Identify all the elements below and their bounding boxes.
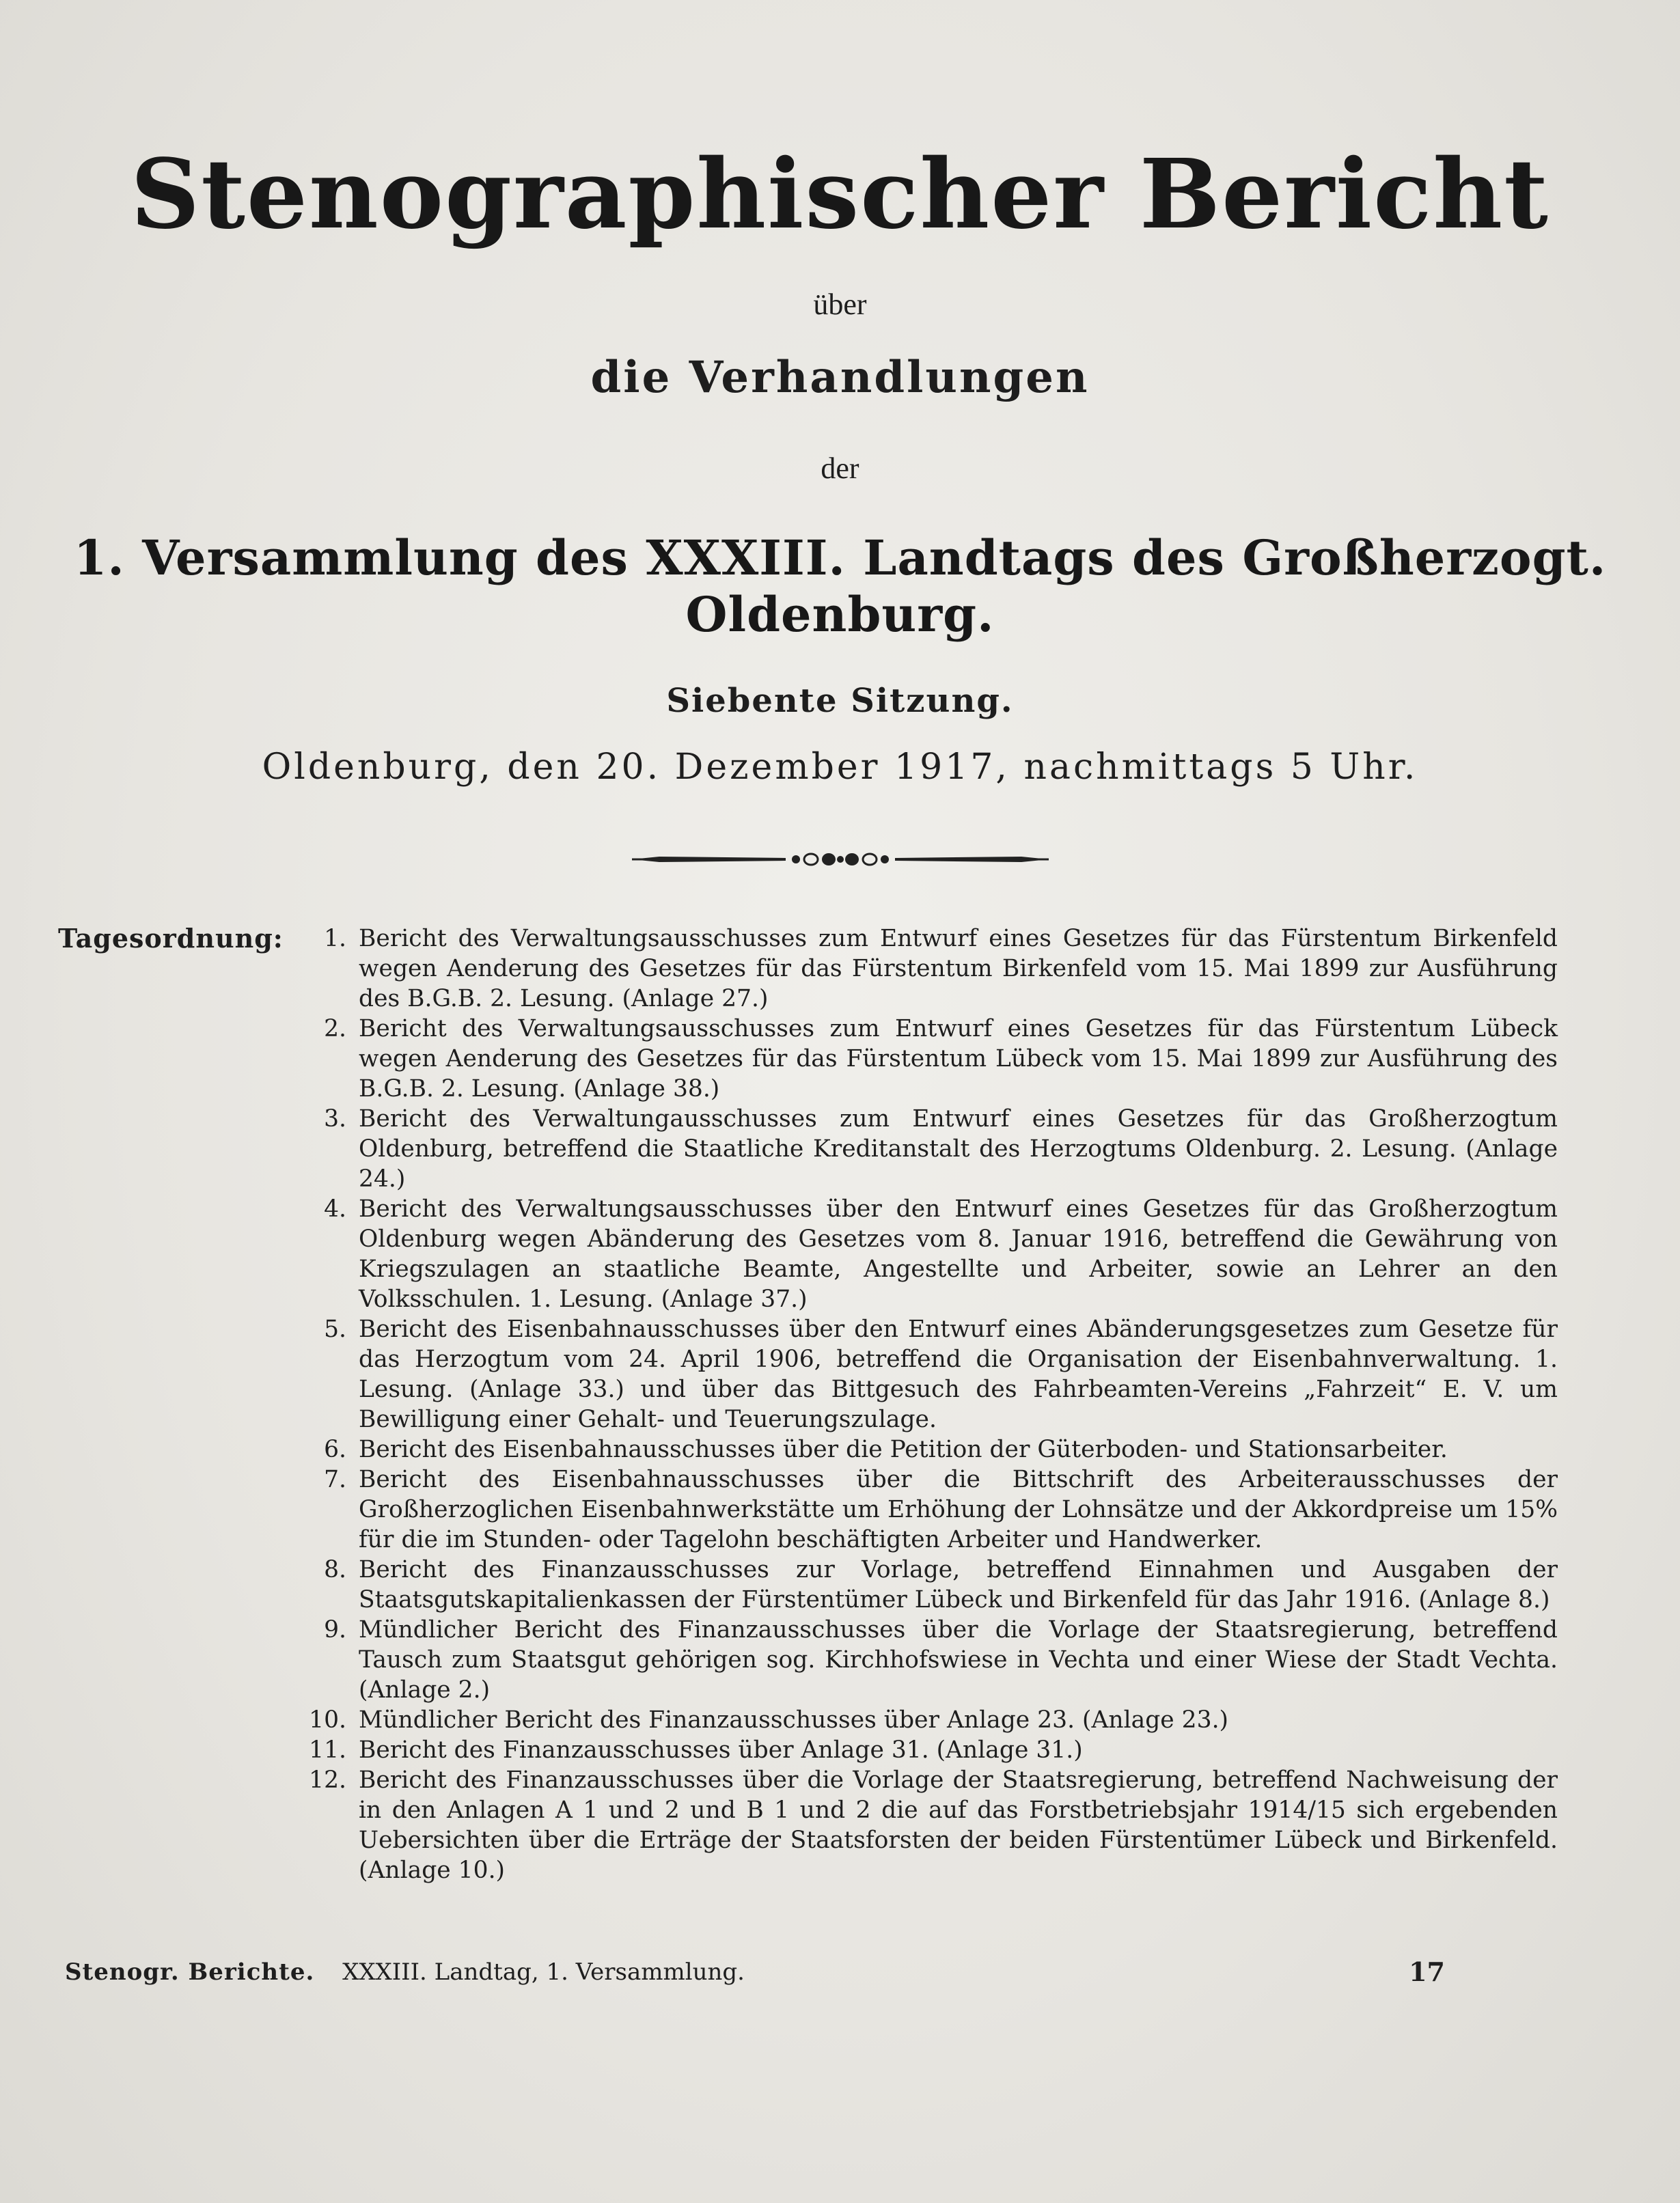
connector-ueber: über [813,288,867,321]
agenda-item-number: 12. [309,1766,346,1794]
agenda-item [304,1104,1558,1194]
agenda-item-text: Mündlicher Bericht des Finanzausschusses über Anlage 23. (Anlage 23.) [359,1706,1228,1734]
agenda-item-number: 7. [324,1466,346,1493]
session-heading: Siebente Sitzung. [666,682,1014,720]
agenda-item-text: Bericht des Eisenbahnausschusses über den Entwurf eines Abänderungsgesetzes zum Gesetze für das Herzogtum vom 24. April 1906, betreffend die Organisation der Eisenbahnverwaltung. 1. Lesung. (Anlage 33.) und über das Bittgesuch des Fahrbeamten-Vereins „Fahrzeit“ E. V. um Bewilligung einer Gehalt- und Teuerungszulage. [359,1316,1558,1433]
page-footer [65,1955,1445,1989]
agenda-item [304,1314,1558,1435]
agenda-item-number: 6. [324,1436,346,1463]
agenda-section [58,924,1558,1885]
agenda-item-text: Bericht des Eisenbahnausschusses über die Bittschrift des Arbeiterausschusses der Großherzoglichen Eisenbahnwerkstätte um Erhöhung der Lohnsätze und der Akkordpreise um 15% für die im Stunden- oder Tagelohn beschäftigten Arbeiter und Handwerker. [359,1466,1558,1553]
agenda-label: Tagesordnung: [58,923,284,954]
agenda-item-number: 9. [324,1616,346,1644]
agenda-item-text: Bericht des Eisenbahnausschusses über die Petition der Güterboden- und Stationsarbeiter. [359,1436,1448,1463]
agenda-item-number: 10. [309,1706,346,1734]
agenda-item [304,1615,1558,1705]
connector-der: der [821,452,859,485]
page-number: 17 [1409,1956,1445,1987]
agenda-item-text: Bericht des Verwaltungausschusses zum Entwurf eines Gesetzes für das Großherzogtum Oldenburg, betreffend die Staatliche Kreditanstalt des Herzogtums Oldenburg. 2. Lesung. (Anlage 24.) [359,1105,1558,1193]
agenda-item-number: 11. [309,1736,346,1764]
assembly-heading: 1. Versammlung des XXXIII. Landtags des Großherzogt. Oldenburg. [73,529,1607,643]
agenda-item [304,1435,1558,1465]
agenda-item [304,1194,1558,1314]
agenda-item [304,1555,1558,1615]
agenda-item [304,924,1558,1014]
agenda-item [304,1014,1558,1104]
agenda-item-number: 1. [324,925,346,952]
agenda-item-number: 2. [324,1015,346,1042]
agenda-item [304,1735,1558,1765]
agenda-item [304,1705,1558,1735]
agenda-item-text: Bericht des Finanzausschusses zur Vorlage, betreffend Einnahmen und Ausgaben der Staatsgutskapitalienkassen der Fürstentümer Lübeck und Birkenfeld für das Jahr 1916. (Anlage 8.) [359,1556,1558,1613]
dateline: Oldenburg, den 20. Dezember 1917, nachmittags 5 Uhr. [262,747,1418,788]
agenda-item-text: Bericht des Finanzausschusses über Anlage 31. (Anlage 31.) [359,1736,1083,1764]
agenda-item-text: Bericht des Verwaltungsausschusses über den Entwurf eines Gesetzes für das Großherzogtum Oldenburg wegen Abänderung des Gesetzes vom 8. Januar 1916, betreffend die Gewährung von Kriegszulagen an staatliche Beamte, Angestellte und Arbeiter, sowie an Lehrer an den Volksschulen. 1. Lesung. (Anlage 37.) [359,1195,1558,1313]
agenda-item-text: Bericht des Finanzausschusses über die Vorlage der Staatsregierung, betreffend Nachweisung der in den Anlagen A 1 und 2 und B 1 und 2 die auf das Forstbetriebsjahr 1914/15 sich ergebenden Uebersichten über die Erträge der Staatsforsten der beiden Fürstentümer Lübeck und Birkenfeld. (Anlage 10.) [359,1766,1558,1884]
agenda-item-text: Mündlicher Bericht des Finanzausschusses über die Vorlage der Staatsregierung, betreffend Tausch zum Staatsgut gehörigen sog. Kirchhofswiese in Vechta und einer Wiese der Stadt Vechta. (Anlage 2.) [359,1616,1558,1704]
document-title: Stenographischer Bericht [130,139,1550,251]
ornament-divider-icon [632,846,1049,873]
agenda-item-number: 4. [324,1195,346,1223]
agenda-item-number: 5. [324,1316,346,1343]
agenda-item [304,1465,1558,1555]
agenda-item [304,1765,1558,1885]
agenda-item-text: Bericht des Verwaltungsausschusses zum Entwurf eines Gesetzes für das Fürstentum Birkenfeld wegen Aenderung des Gesetzes für das Fürstentum Birkenfeld vom 15. Mai 1899 zur Ausführung des B.G.B. 2. Lesung. (Anlage 27.) [359,925,1558,1012]
footer-series: Stenogr. Berichte. [65,1958,315,1986]
agenda-item-number: 8. [324,1556,346,1583]
agenda-item-number: 3. [324,1105,346,1133]
footer-volume: XXXIII. Landtag, 1. Versammlung. [342,1958,745,1986]
document-subtitle: die Verhandlungen [590,352,1090,403]
agenda-item-text: Bericht des Verwaltungsausschusses zum Entwurf eines Gesetzes für das Fürstentum Lübeck wegen Aenderung des Gesetzes für das Fürstentum Lübeck vom 15. Mai 1899 zur Ausführung des B.G.B. 2. Lesung. (Anlage 38.) [359,1015,1558,1103]
